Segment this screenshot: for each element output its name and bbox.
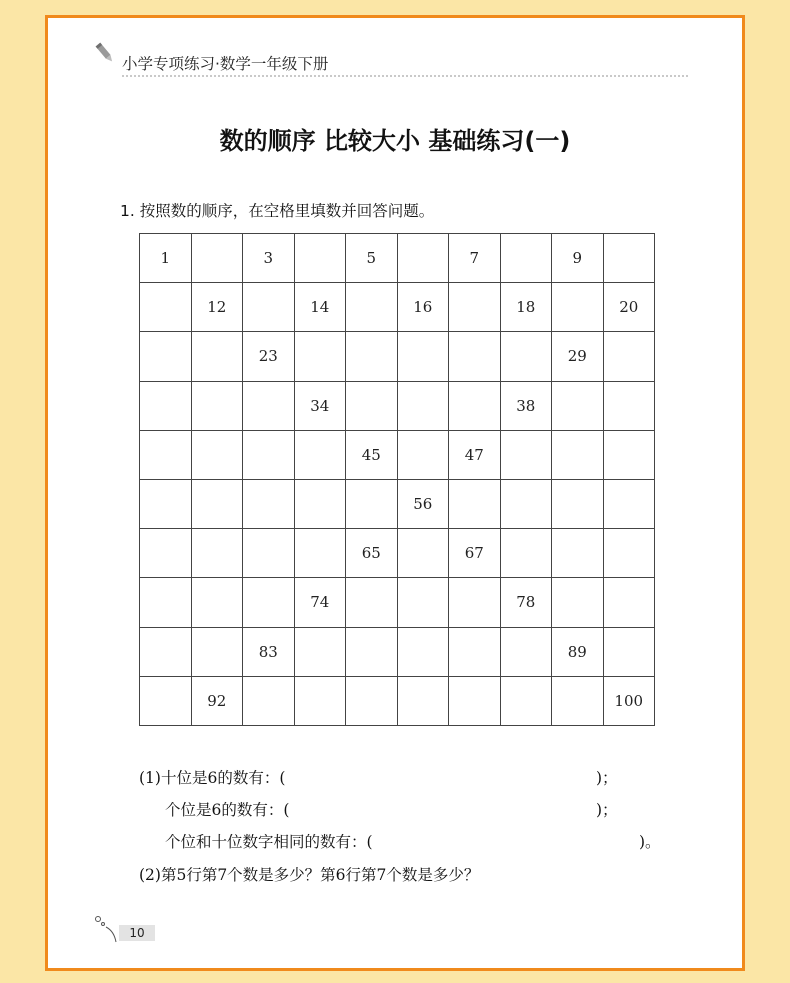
question-1a: (1)十位是6的数有：(	[139, 769, 286, 787]
grid-row	[140, 676, 655, 725]
grid-cell: 7	[449, 234, 501, 283]
grid-cell[interactable]	[243, 430, 295, 479]
grid-row	[140, 430, 655, 479]
grid-cell[interactable]	[449, 578, 501, 627]
grid-cell[interactable]	[552, 479, 604, 528]
grid-cell[interactable]	[603, 430, 655, 479]
grid-cell[interactable]	[294, 627, 346, 676]
question-1b-end: )；	[596, 801, 618, 819]
grid-cell: 34	[294, 381, 346, 430]
grid-cell[interactable]	[500, 332, 552, 381]
grid-cell: 67	[449, 529, 501, 578]
pencil-icon	[94, 40, 116, 66]
grid-cell[interactable]	[449, 479, 501, 528]
grid-cell[interactable]	[191, 479, 243, 528]
grid-cell[interactable]	[243, 283, 295, 332]
grid-cell: 83	[243, 627, 295, 676]
grid-row	[140, 578, 655, 627]
grid-row	[140, 234, 655, 283]
grid-cell[interactable]	[449, 676, 501, 725]
grid-cell: 14	[294, 283, 346, 332]
grid-cell: 9	[552, 234, 604, 283]
grid-cell[interactable]	[552, 578, 604, 627]
grid-cell[interactable]	[397, 430, 449, 479]
grid-cell[interactable]	[603, 234, 655, 283]
grid-cell: 1	[140, 234, 192, 283]
grid-cell[interactable]	[294, 234, 346, 283]
grid-cell[interactable]	[449, 283, 501, 332]
grid-cell[interactable]	[346, 381, 398, 430]
grid-cell[interactable]	[603, 529, 655, 578]
grid-cell[interactable]	[191, 578, 243, 627]
grid-cell: 74	[294, 578, 346, 627]
grid-cell[interactable]	[500, 234, 552, 283]
grid-row	[140, 332, 655, 381]
grid-cell[interactable]	[191, 381, 243, 430]
grid-cell: 29	[552, 332, 604, 381]
grid-cell[interactable]	[397, 676, 449, 725]
grid-cell[interactable]	[294, 332, 346, 381]
grid-cell[interactable]	[552, 676, 604, 725]
grid-cell[interactable]	[603, 578, 655, 627]
grid-cell[interactable]	[397, 381, 449, 430]
grid-cell: 12	[191, 283, 243, 332]
grid-row	[140, 381, 655, 430]
grid-cell[interactable]	[603, 332, 655, 381]
grid-cell[interactable]	[191, 430, 243, 479]
grid-cell[interactable]	[294, 529, 346, 578]
grid-cell[interactable]	[243, 479, 295, 528]
grid-cell: 65	[346, 529, 398, 578]
grid-cell[interactable]	[346, 627, 398, 676]
grid-cell[interactable]	[552, 381, 604, 430]
grid-cell[interactable]	[140, 479, 192, 528]
grid-cell[interactable]	[243, 578, 295, 627]
grid-cell: 3	[243, 234, 295, 283]
header-title: 小学专项练习·数学一年级下册	[122, 55, 329, 73]
grid-cell[interactable]	[191, 627, 243, 676]
grid-cell[interactable]	[140, 676, 192, 725]
grid-cell[interactable]	[397, 627, 449, 676]
grid-cell[interactable]	[346, 332, 398, 381]
grid-cell[interactable]	[552, 283, 604, 332]
grid-cell: 47	[449, 430, 501, 479]
grid-cell[interactable]	[346, 578, 398, 627]
grid-cell[interactable]	[346, 676, 398, 725]
grid-cell[interactable]	[346, 283, 398, 332]
grid-row	[140, 627, 655, 676]
grid-cell: 45	[346, 430, 398, 479]
grid-cell: 38	[500, 381, 552, 430]
grid-cell: 18	[500, 283, 552, 332]
grid-cell: 89	[552, 627, 604, 676]
grid-cell[interactable]	[191, 529, 243, 578]
grid-cell[interactable]	[500, 627, 552, 676]
page-corner-icon	[94, 915, 118, 943]
grid-cell[interactable]	[243, 381, 295, 430]
worksheet-page	[45, 15, 745, 971]
grid-cell[interactable]	[397, 578, 449, 627]
grid-cell[interactable]	[294, 430, 346, 479]
grid-cell[interactable]	[500, 676, 552, 725]
grid-cell[interactable]	[140, 381, 192, 430]
grid-cell[interactable]	[346, 479, 398, 528]
grid-cell[interactable]	[140, 332, 192, 381]
grid-cell[interactable]	[603, 381, 655, 430]
grid-row	[140, 283, 655, 332]
grid-cell[interactable]	[294, 479, 346, 528]
grid-cell: 56	[397, 479, 449, 528]
grid-cell: 78	[500, 578, 552, 627]
grid-cell[interactable]	[449, 627, 501, 676]
grid-cell[interactable]	[140, 578, 192, 627]
grid-cell[interactable]	[140, 430, 192, 479]
question-1b: 个位是6的数有：(	[165, 801, 290, 819]
page-number: 10	[119, 925, 155, 941]
grid-cell[interactable]	[294, 676, 346, 725]
question-2: (2)第5行第7个数是多少？第6行第7个数是多少？	[139, 866, 480, 884]
grid-cell[interactable]	[500, 529, 552, 578]
grid-row	[140, 529, 655, 578]
grid-cell[interactable]	[500, 479, 552, 528]
grid-cell: 23	[243, 332, 295, 381]
grid-cell[interactable]	[603, 627, 655, 676]
header-divider	[122, 75, 688, 77]
grid-cell: 92	[191, 676, 243, 725]
grid-row	[140, 479, 655, 528]
grid-cell[interactable]	[140, 283, 192, 332]
grid-cell[interactable]	[552, 529, 604, 578]
grid-cell: 5	[346, 234, 398, 283]
grid-cell[interactable]	[449, 381, 501, 430]
question-1c-end: )。	[639, 833, 661, 851]
grid-cell[interactable]	[552, 430, 604, 479]
grid-cell: 100	[603, 676, 655, 725]
grid-cell[interactable]	[243, 676, 295, 725]
grid-cell[interactable]	[397, 529, 449, 578]
grid-cell[interactable]	[500, 430, 552, 479]
question-1c: 个位和十位数字相同的数有：(	[165, 833, 373, 851]
grid-cell[interactable]	[603, 479, 655, 528]
grid-cell[interactable]	[243, 529, 295, 578]
grid-cell[interactable]	[191, 234, 243, 283]
grid-cell[interactable]	[397, 332, 449, 381]
grid-cell[interactable]	[397, 234, 449, 283]
grid-cell: 20	[603, 283, 655, 332]
grid-cell[interactable]	[140, 529, 192, 578]
page-title: 数的顺序 比较大小 基础练习(一)	[219, 127, 571, 155]
grid-cell[interactable]	[449, 332, 501, 381]
grid-cell[interactable]	[140, 627, 192, 676]
grid-cell: 16	[397, 283, 449, 332]
grid-cell[interactable]	[191, 332, 243, 381]
number-grid	[139, 233, 655, 726]
question-1a-end: )；	[596, 769, 618, 787]
question-1-prompt: 1. 按照数的顺序，在空格里填数并回答问题。	[120, 202, 435, 220]
